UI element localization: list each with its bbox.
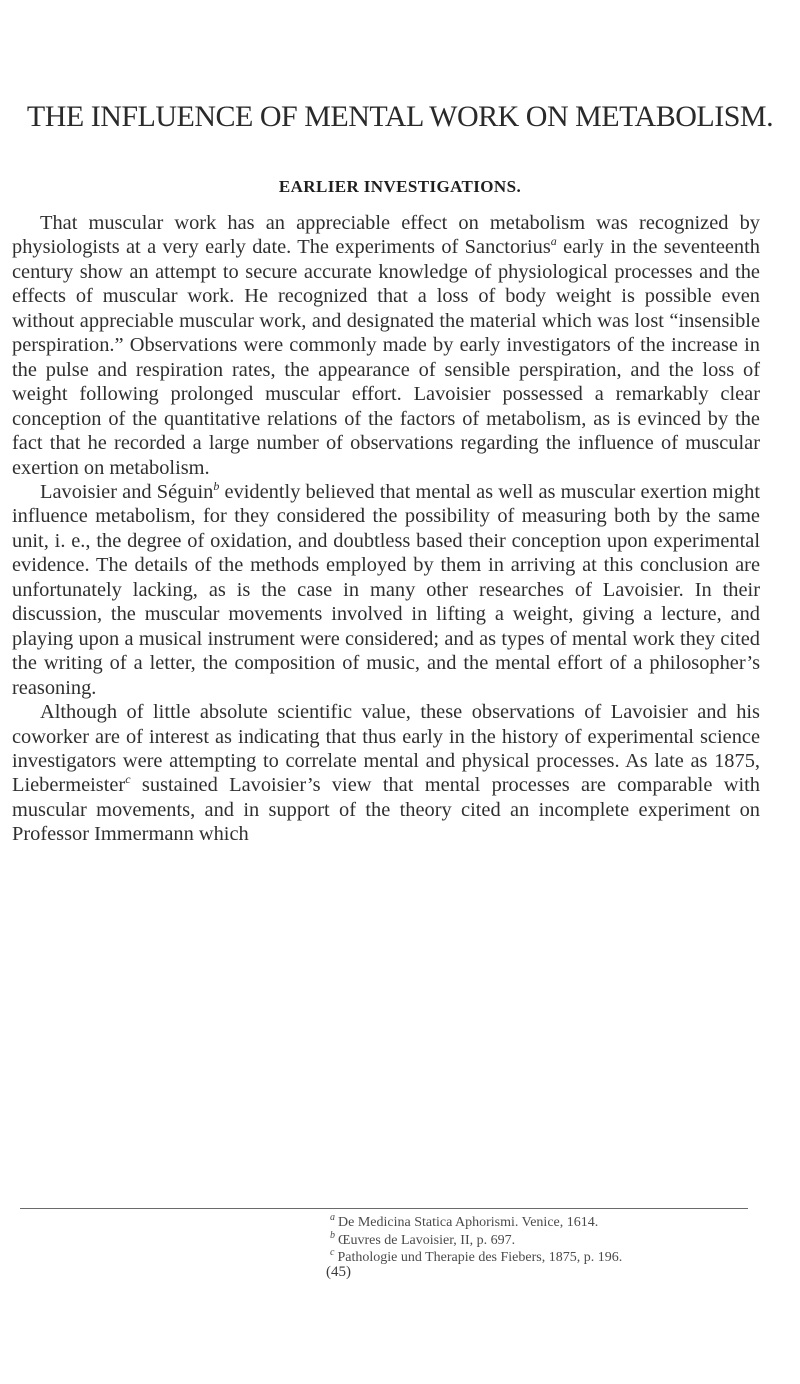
- footnote-text: Œuvres de Lavoisier, II, p. 697.: [338, 1232, 516, 1248]
- paragraph-text: That muscular work has an appreciable effect on metabolism was recognized by physiologists at a very early date. The experiments of Sanctorius: [12, 212, 760, 259]
- footnotes: [330, 1214, 770, 1267]
- footnote: [330, 1249, 770, 1267]
- footnote-ref: b: [213, 479, 220, 494]
- footnote-mark: a: [330, 1212, 335, 1224]
- paragraph-text: sustained Lavoisier’s view that mental processes are comparable with muscular movements, and in support of the theory cited an incomplete experiment on Professor Immermann which: [12, 774, 760, 846]
- footnote-ref: a: [550, 234, 557, 249]
- body-text: [12, 211, 760, 847]
- footnote-divider: [20, 1208, 748, 1209]
- footnote-text: De Medicina Statica Aphorismi. Venice, 1614.: [338, 1215, 599, 1230]
- paragraph-text: Although of little absolute scientific value, these observations of Lavoisier and his coworker are of interest as indicating that thus early in the history of experimental science investigators were attempting to correlate mental and physical processes. As late as 1875, Liebermeister: [12, 701, 760, 797]
- footnote-text: Pathologie und Therapie des Fiebers, 1875, p. 196.: [337, 1250, 623, 1265]
- paragraph: [12, 480, 760, 700]
- paragraph-text: Lavoisier and Séguin: [40, 480, 214, 503]
- footnote: [330, 1214, 770, 1232]
- paragraph: [12, 211, 760, 480]
- page-number: (45): [326, 1264, 351, 1280]
- paragraph-text: early in the seventeenth century show an attempt to secure accurate knowledge of physiological processes and the effects of muscular work. He recognized that a loss of body weight is possible even without appreciable muscular work, and designated the material which was lost “insensible perspiration.” Observations were commonly made by early investigators of the increase in the pulse and respiration rates, the appearance of sensible perspiration, and the loss of weight following prolonged muscular effort. Lavoisier possessed a remarkably clear conception of the quantitative relations of the factors of metabolism, as is evinced by the fact that he recorded a large number of observations regarding the influence of muscular exertion on metabolism.: [12, 236, 760, 479]
- footnote-mark: b: [330, 1229, 335, 1241]
- running-title: THE INFLUENCE OF MENTAL WORK ON METABOLISM.: [26, 100, 774, 133]
- paragraph: [12, 700, 760, 847]
- footnote: [330, 1229, 770, 1250]
- paragraph-text: evidently believed that mental as well as muscular exertion might influence metabolism, for they considered the possibility of measuring both by the same unit, i. e., the degree of oxidation, and doubtless based their conception upon experimental evidence. The details of the methods employed by them in arriving at this conclusion are unfortunately lacking, as is the case in many other researches of Lavoisier. In their discussion, the muscular movements involved in lifting a weight, giving a lecture, and playing upon a musical instrument were considered; and as types of mental work they cited the writing of a letter, the composition of music, and the mental effort of a philosopher’s reasoning.: [12, 480, 760, 699]
- footnote-mark: c: [330, 1247, 335, 1259]
- section-heading: EARLIER INVESTIGATIONS.: [278, 177, 522, 196]
- footnote-ref: c: [125, 772, 131, 787]
